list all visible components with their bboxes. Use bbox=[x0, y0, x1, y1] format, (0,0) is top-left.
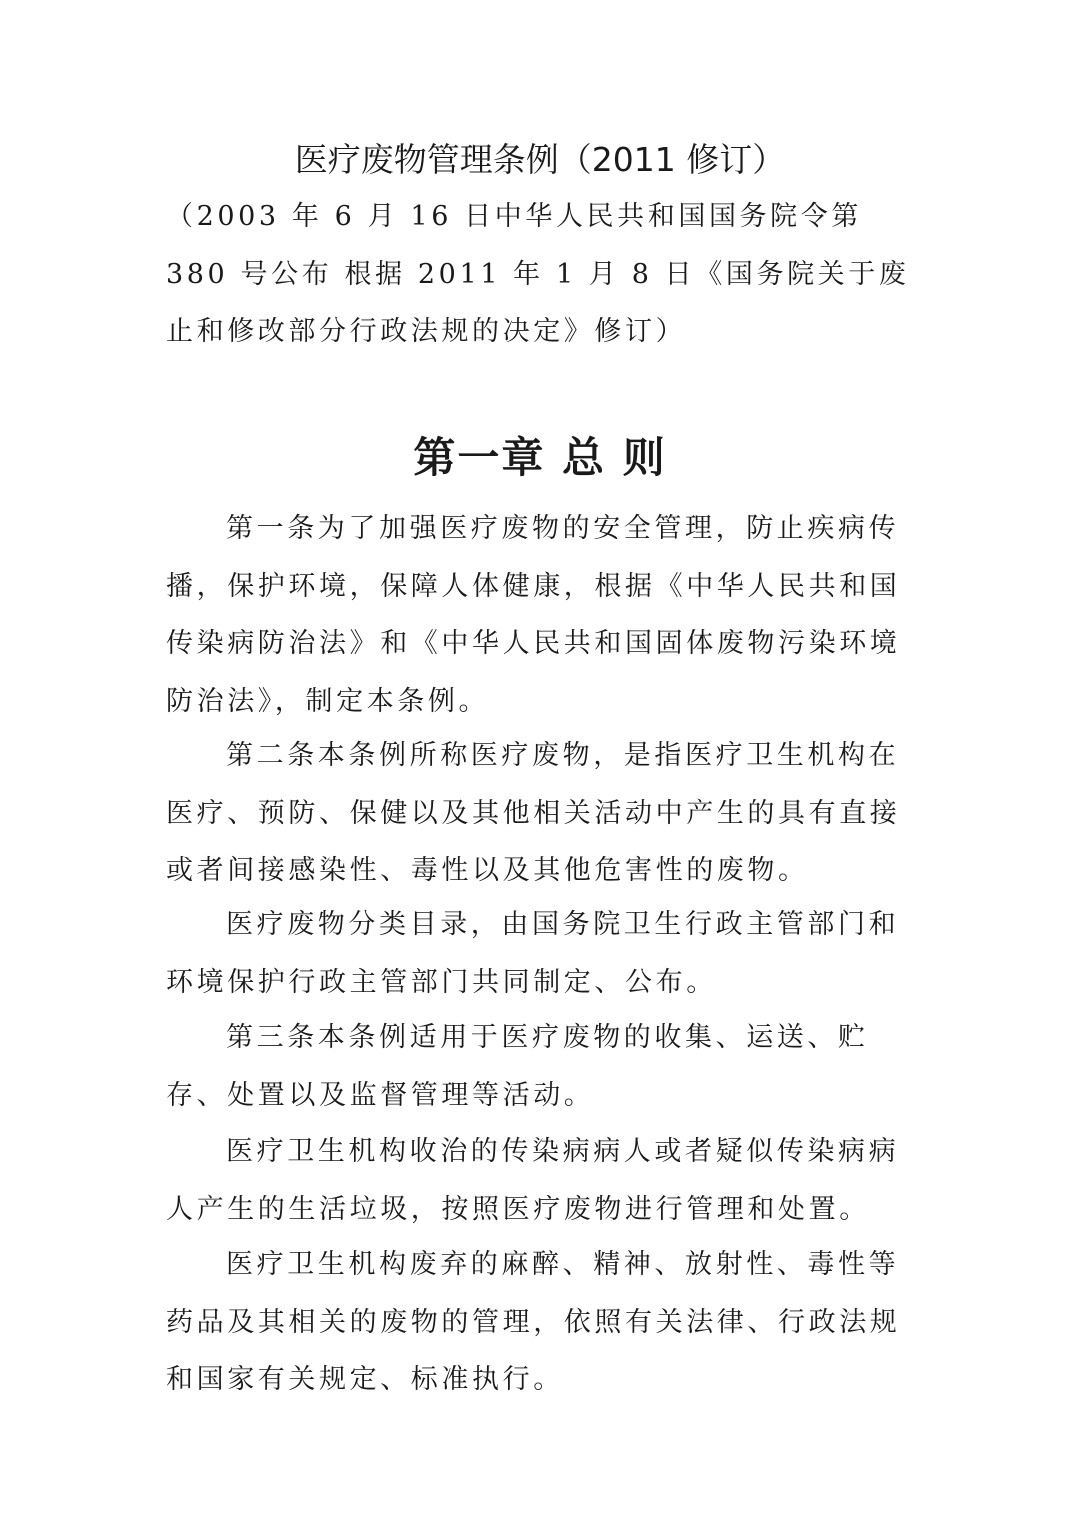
document-title: 医疗废物管理条例（2011 修订） bbox=[294, 140, 786, 179]
article-paragraph: 第三条本条例适用于医疗废物的收集、运送、贮存、处置以及监督管理等活动。 bbox=[166, 1022, 869, 1111]
article-paragraph: 第二条本条例所称医疗废物，是指医疗卫生机构在医疗、预防、保健以及其他相关活动中产生的具有直接或者间接感染性、毒性以及其他危害性的废物。 bbox=[166, 740, 901, 887]
article-paragraph: 医疗卫生机构收治的传染病病人或者疑似传染病病人产生的生活垃圾，按照医疗废物进行管理和处置。 bbox=[166, 1136, 900, 1225]
article-paragraph: 医疗卫生机构废弃的麻醉、精神、放射性、毒性等药品及其相关的废物的管理，依照有关法律、行政法规和国家有关规定、标准执行。 bbox=[166, 1249, 901, 1396]
chapter-title: 第一章 总 则 bbox=[413, 433, 667, 482]
article-paragraph: 第一条为了加强医疗废物的安全管理，防止疾病传播，保护环境，保障人体健康，根据《中华人民共和国传染病防治法》和《中华人民共和国固体废物污染环境防治法》，制定本条例。 bbox=[166, 513, 901, 717]
document-subtitle: （2003 年 6 月 16 日中华人民共和国国务院令第 380 号公布 根据 2011 年 1 月 8 日《国务院关于废止和修改部分行政法规的决定》修订） bbox=[166, 201, 910, 348]
article-paragraph: 医疗废物分类目录，由国务院卫生行政主管部门和环境保护行政主管部门共同制定、公布。 bbox=[166, 909, 900, 998]
